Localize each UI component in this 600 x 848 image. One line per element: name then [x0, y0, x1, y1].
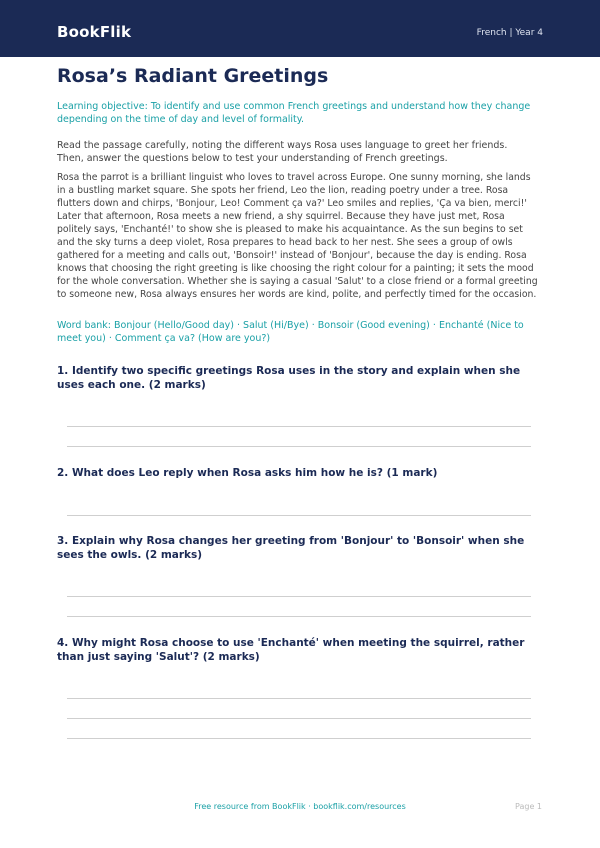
question-3: 3. Explain why Rosa changes her greeting from 'Bonjour' to 'Bonsoir' when she sees the owls. (2 marks): [57, 535, 525, 561]
question-2: 2. What does Leo reply when Rosa asks him how he is? (1 mark): [57, 467, 438, 479]
learning-objective: Learning objective: To identify and use common French greetings and understand how they change depending on the time of day and level of formality.: [57, 101, 531, 125]
instructions: Read the passage carefully, noting the different ways Rosa uses language to greet her friends. Then, answer the questions below to test your understanding of French greetings.: [57, 140, 508, 164]
answer-line[interactable]: [67, 718, 531, 719]
subject-year-label: French | Year 4: [476, 28, 543, 38]
question-1: 1. Identify two specific greetings Rosa uses in the story and explain when she uses each one. (2 marks): [57, 365, 521, 391]
question-4: 4. Why might Rosa choose to use 'Enchanté' when meeting the squirrel, rather than just saying 'Salut'? (2 marks): [57, 637, 525, 663]
answer-line[interactable]: [67, 446, 531, 447]
answer-line[interactable]: [67, 426, 531, 427]
answer-line[interactable]: [67, 596, 531, 597]
brand-logo: BookFlik: [57, 23, 132, 41]
answer-line[interactable]: [67, 515, 531, 516]
page-title: Rosa’s Radiant Greetings: [57, 65, 329, 87]
answer-line[interactable]: [67, 616, 531, 617]
word-bank: Word bank: Bonjour (Hello/Good day) · Salut (Hi/Bye) · Bonsoir (Good evening) · Enchanté (Nice to meet you) · Comment ça va? (How are you?): [57, 320, 524, 344]
reading-passage: Rosa the parrot is a brilliant linguist who loves to travel across Europe. One sunny morning, she lands in a bustling market square. She spots her friend, Leo the lion, reading poetry under a tree. Rosa flutters down and chirps, 'Bonjour, Leo! Comment ça va?' Leo smiles and replies, 'Ça va bien, merci!' Later that afternoon, Rosa meets a new friend, a shy squirrel. Because they have just met, Rosa politely says, 'Enchanté!' to show she is pleased to make his acquaintance. As the sun begins to set and the sky turns a deep violet, Rosa prepares to head back to her nest. She sees a group of owls gathered for a meeting and calls out, 'Bonsoir!' instead of 'Bonjour', because the day is ending. Rosa knows that choosing the right greeting is like choosing the right colour for a painting; it sets the mood for the whole conversation. Whether she is saying a casual 'Salut' to a close friend or a formal greeting to someone new, Rosa always ensures her words are kind, polite, and perfectly timed for the occasion.: [57, 172, 538, 300]
answer-line[interactable]: [67, 698, 531, 699]
header-bar: [0, 0, 600, 57]
footer-credit[interactable]: Free resource from BookFlik · bookflik.com/resources: [194, 802, 406, 811]
answer-line[interactable]: [67, 738, 531, 739]
page-number: Page 1: [515, 802, 542, 811]
